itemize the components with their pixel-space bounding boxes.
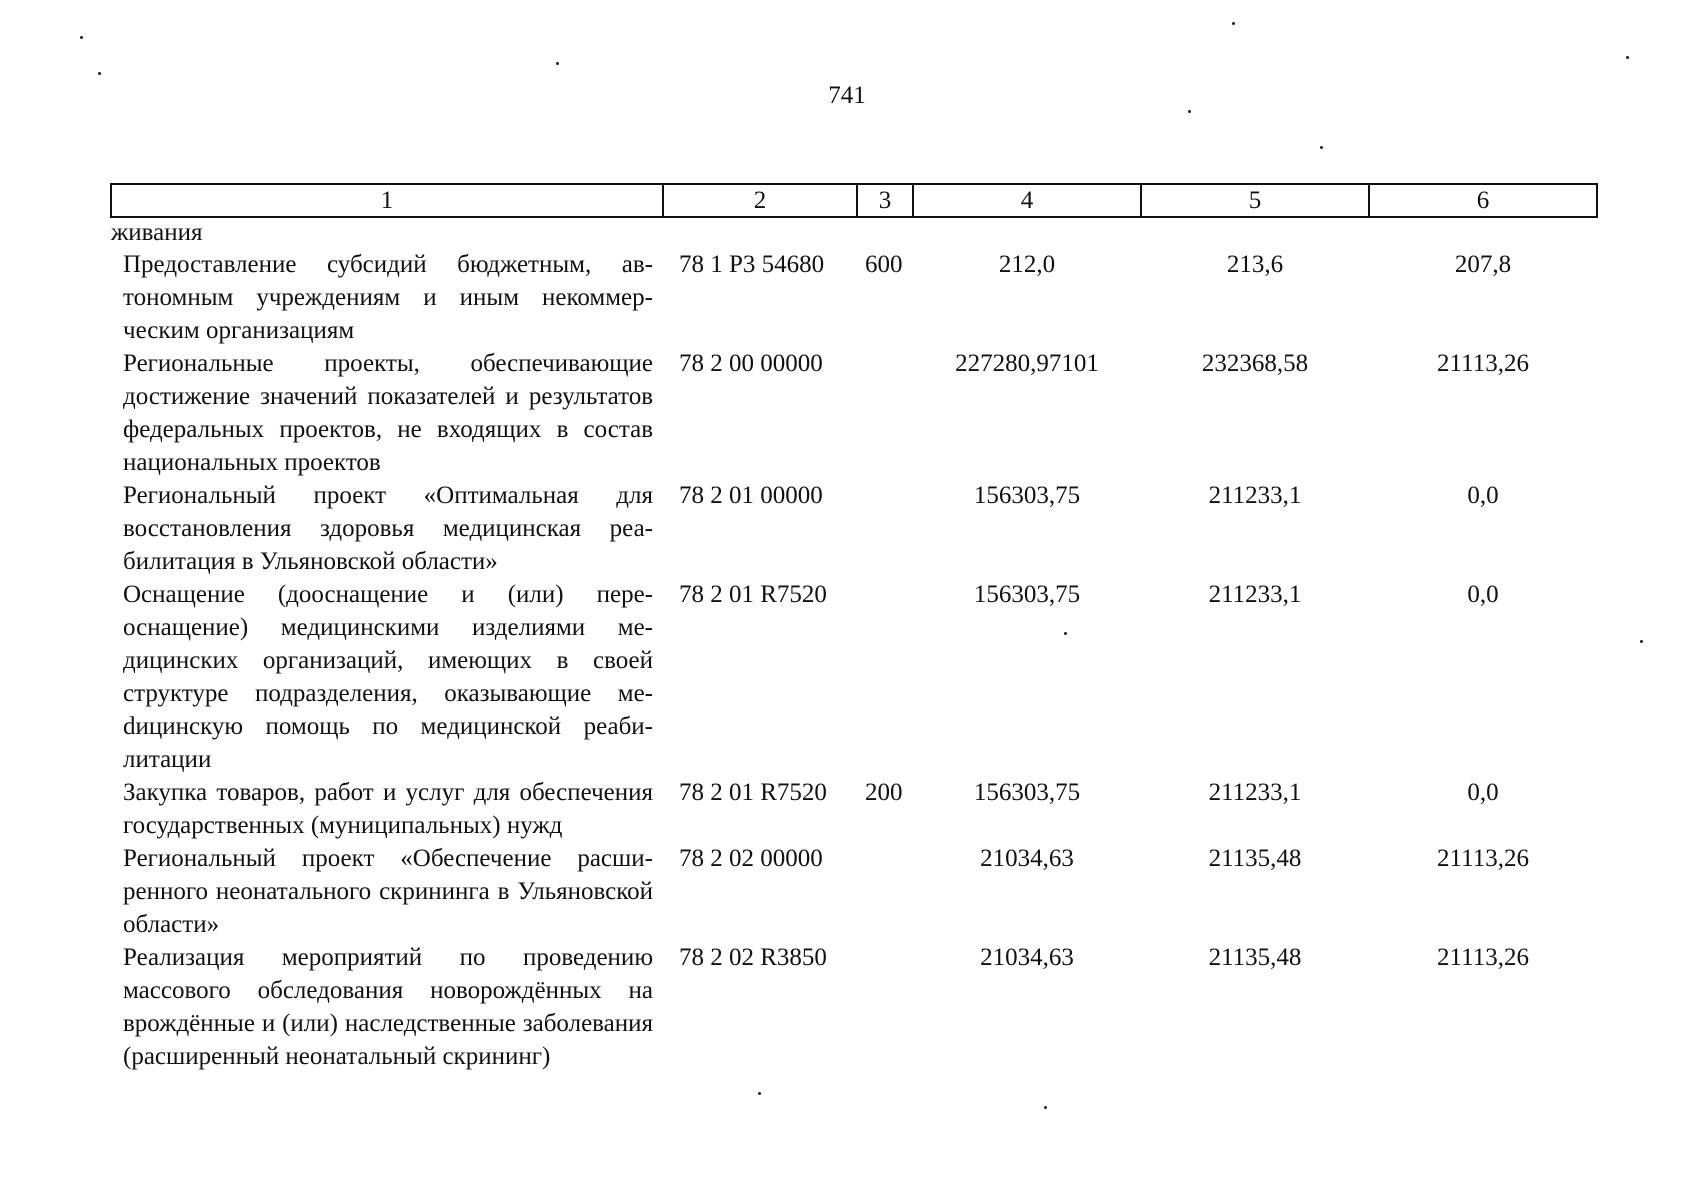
scan-speck: [1640, 640, 1643, 643]
scan-speck: [1626, 56, 1629, 59]
column-header-1: 1: [111, 184, 663, 217]
row-vr: 600: [865, 251, 903, 278]
table-row: [111, 941, 1597, 1073]
row-value-4: 21034,63: [980, 845, 1074, 872]
row-code: 78 2 02 00000: [679, 845, 823, 872]
row-name: Региональный проект «Обеспечение расширенного неонатального скрининга в Ульяновской области»: [123, 845, 653, 938]
scan-speck: [1188, 110, 1191, 113]
scan-speck: [1044, 1106, 1047, 1109]
row-code: 78 2 00 00000: [679, 350, 823, 377]
row-code: 78 2 01 00000: [679, 482, 823, 509]
budget-table: [110, 183, 1598, 1073]
row-value-4: 227280,97101: [955, 350, 1099, 377]
scan-speck: [80, 36, 83, 39]
column-header-6: 6: [1369, 184, 1597, 217]
scan-speck: [1064, 632, 1067, 635]
row-value-4: 156303,75: [973, 779, 1081, 806]
scan-speck: [556, 62, 559, 65]
row-value-6: 0,0: [1467, 482, 1499, 509]
row-value-5: [1141, 217, 1369, 248]
row-code: 78 2 01 R7520: [679, 581, 827, 608]
row-vr: 200: [865, 779, 903, 806]
row-name: Закупка товаров, работ и услуг для обеспечения государственных (муниципальных) нужд: [123, 779, 653, 839]
row-value-6: 21113,26: [1437, 350, 1529, 377]
scan-speck: [758, 1092, 761, 1095]
row-name: Оснащение (дооснащение и (или) переоснащение) медицинскими изделиями медицинских организаций, имеющих в своей структуре подразделения, оказывающие меdицинскую помощь по медицинской реабилитации: [123, 581, 653, 773]
row-value-5: 21135,48: [1208, 944, 1302, 971]
row-value-4: 156303,75: [973, 581, 1081, 608]
row-value-4: 21034,63: [980, 944, 1074, 971]
row-name: Реализация мероприятий по проведению массового обследования новорождённых на врождённые и (или) наследственные заболевания (расширенный неонатальный скрининг): [123, 944, 653, 1070]
row-value-4: 156303,75: [973, 482, 1081, 509]
row-vr: [857, 347, 913, 479]
table-row: [111, 578, 1597, 776]
column-header-2: 2: [663, 184, 857, 217]
row-vr: [857, 578, 913, 776]
row-name: живания: [111, 219, 203, 246]
row-vr: [857, 941, 913, 1073]
row-code: 78 2 02 R3850: [679, 944, 827, 971]
row-value-6: [1369, 217, 1597, 248]
scan-speck: [1320, 146, 1323, 149]
row-code: 78 1 P3 54680: [679, 251, 825, 278]
row-value-5: 211233,1: [1208, 581, 1302, 608]
row-value-6: 0,0: [1467, 581, 1499, 608]
row-name: Региональные проекты, обеспечивающие достижение значений показателей и результатов федеральных проектов, не входящих в состав национальных проектов: [123, 350, 653, 476]
row-value-4: 212,0: [998, 251, 1056, 278]
column-header-4: 4: [913, 184, 1141, 217]
row-value-5: 232368,58: [1201, 350, 1309, 377]
row-value-6: 207,8: [1454, 251, 1512, 278]
row-value-6: 0,0: [1467, 779, 1499, 806]
row-vr: [857, 479, 913, 578]
row-name: Региональный проект «Оптимальная для восстановления здоровья медицинская реабилитация в Ульяновской области»: [123, 482, 653, 575]
row-value-6: 21113,26: [1437, 944, 1529, 971]
column-header-3: 3: [857, 184, 913, 217]
row-value-5: 21135,48: [1208, 845, 1302, 872]
table-row: [111, 248, 1597, 347]
row-vr: [857, 217, 913, 248]
table-body: [111, 217, 1597, 1073]
table-row: [111, 347, 1597, 479]
row-vr: [857, 842, 913, 941]
scan-speck: [1232, 22, 1235, 25]
row-code: [663, 217, 857, 248]
table-row: [111, 776, 1597, 842]
table-row: [111, 217, 1597, 248]
row-name: Предоставление субсидий бюджетным, автономным учреждениям и иным некоммерческим организациям: [123, 251, 653, 344]
table-row: [111, 479, 1597, 578]
scan-speck: [98, 72, 101, 75]
row-code: 78 2 01 R7520: [679, 779, 827, 806]
row-value-4: [913, 217, 1141, 248]
table-header: [111, 184, 1597, 217]
row-value-5: 211233,1: [1208, 482, 1302, 509]
row-value-5: 211233,1: [1208, 779, 1302, 806]
page-number: 741: [828, 82, 866, 109]
column-header-5: 5: [1141, 184, 1369, 217]
row-value-6: 21113,26: [1437, 845, 1529, 872]
row-value-5: 213,6: [1226, 251, 1284, 278]
table-row: [111, 842, 1597, 941]
